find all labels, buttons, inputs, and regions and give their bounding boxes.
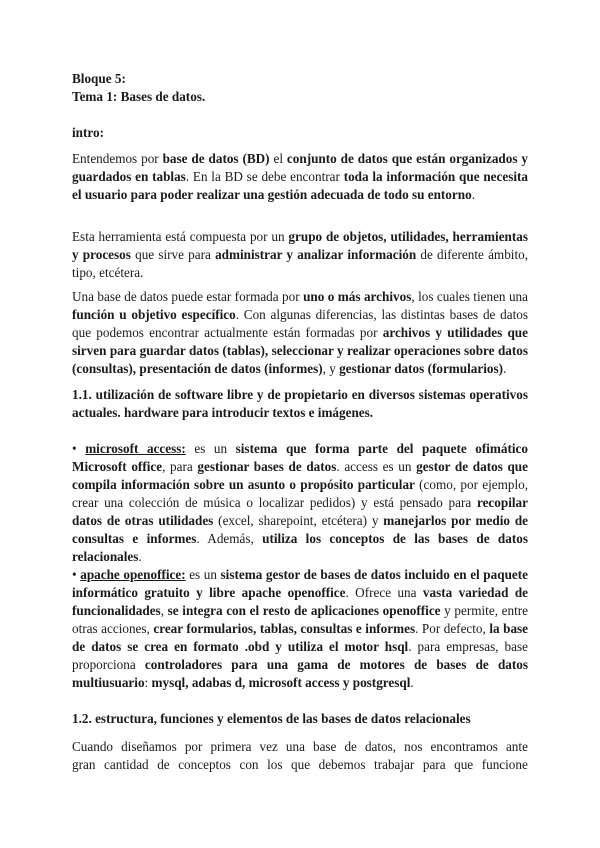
paragraph-definition: Entendemos por base de datos (BD) el conjunto de datos que están organizados y guardados en tablas. En la BD se debe encontrar toda la información que necesita el usuario para poder realizar una gestión adecuada de todo su entorno. <box>72 151 529 202</box>
header-block <box>72 70 528 106</box>
word: con <box>239 757 259 772</box>
word: diseñamos <box>121 739 177 754</box>
word: ante <box>505 739 528 754</box>
word: base <box>312 739 337 754</box>
word: datos, <box>364 739 397 754</box>
word: funcione <box>481 757 528 772</box>
section-heading-1-2: 1.2. estructura, funciones y elementos de las bases de datos relacionales <box>72 711 471 726</box>
word: encontramos <box>430 739 498 754</box>
word: de <box>157 757 170 772</box>
word: por <box>184 739 203 754</box>
apache-openoffice-term: apache openoffice: <box>80 567 186 582</box>
section-heading-1-1: 1.1. utilización de software libre y de propietario en diversos sistemas operativos actuales. hardware para introducir textos e imágenes. <box>72 387 528 420</box>
design-line-2 <box>72 756 528 774</box>
bullet-icon: • <box>72 567 77 582</box>
paragraph-tool: Esta herramienta está compuesta por un grupo de objetos, utilidades, herramientas y procesos que sirve para administrar y analizar información de diferente ámbito, tipo, etcétera. <box>72 229 529 280</box>
word: gran <box>72 757 96 772</box>
word: para <box>422 757 446 772</box>
bullet-apache-openoffice: • apache openoffice: es un sistema gestor de bases de datos incluido en el paquete informático gratuito y libre apache openoffice. Ofrece una vasta variedad de funcionalidades, se integra con el resto de aplicaciones openoffice y permite, entre otras acciones, crear formularios, tablas, consultas e informes. Por defecto, la base de datos se crea en formato .obd y utiliza el motor hsql. para empresas, base proporciona controladores para una gama de motores de bases de datos multiusuario: mysql, adabas d, microsoft access y postgresql. <box>72 567 529 690</box>
word: que <box>454 757 474 772</box>
bullet-icon: • <box>72 441 77 456</box>
tema-title: Tema 1: Bases de datos. <box>72 89 206 104</box>
word: nos <box>404 739 423 754</box>
word: primera <box>210 739 252 754</box>
paragraph-files: Una base de datos puede estar formada por uno o más archivos, los cuales tienen una función u objetivo específico. Con algunas diferencias, las distintas bases de datos que podemos encontrar actualmente están formadas por archivos y utilidades que sirven para guardar datos (tablas), seleccionar y realizar operaciones sobre datos (consultas), presentación de datos (informes), y gestionar datos (formularios). <box>72 289 528 376</box>
paragraph-design <box>72 738 528 774</box>
word: Cuando <box>72 739 114 754</box>
bloque-label: Bloque 5: <box>72 71 126 86</box>
word: los <box>267 757 283 772</box>
word: de <box>344 739 357 754</box>
word: debemos <box>318 757 366 772</box>
bullet-microsoft-access: • microsoft access: es un sistema que forma parte del paquete ofimático Microsoft office, para gestionar bases de datos. access es un gestor de datos que compila información sobre un asunto o propósito particular (como, por ejemplo, crear una colección de música o localizar pedidos) y está pensado para recopilar datos de otras utilidades (excel, sharepoint, etcétera) y manejarlos por medio de consultas e informes. Además, utiliza los conceptos de las bases de datos relacionales. <box>72 441 529 564</box>
microsoft-access-term: microsoft access: <box>85 441 186 456</box>
word: trabajar <box>374 757 415 772</box>
intro-label: intro: <box>72 125 104 140</box>
word: que <box>291 757 311 772</box>
word: cantidad <box>103 757 149 772</box>
word: una <box>285 739 305 754</box>
word: conceptos <box>178 757 231 772</box>
word: vez <box>259 739 278 754</box>
design-line-1 <box>72 738 528 756</box>
